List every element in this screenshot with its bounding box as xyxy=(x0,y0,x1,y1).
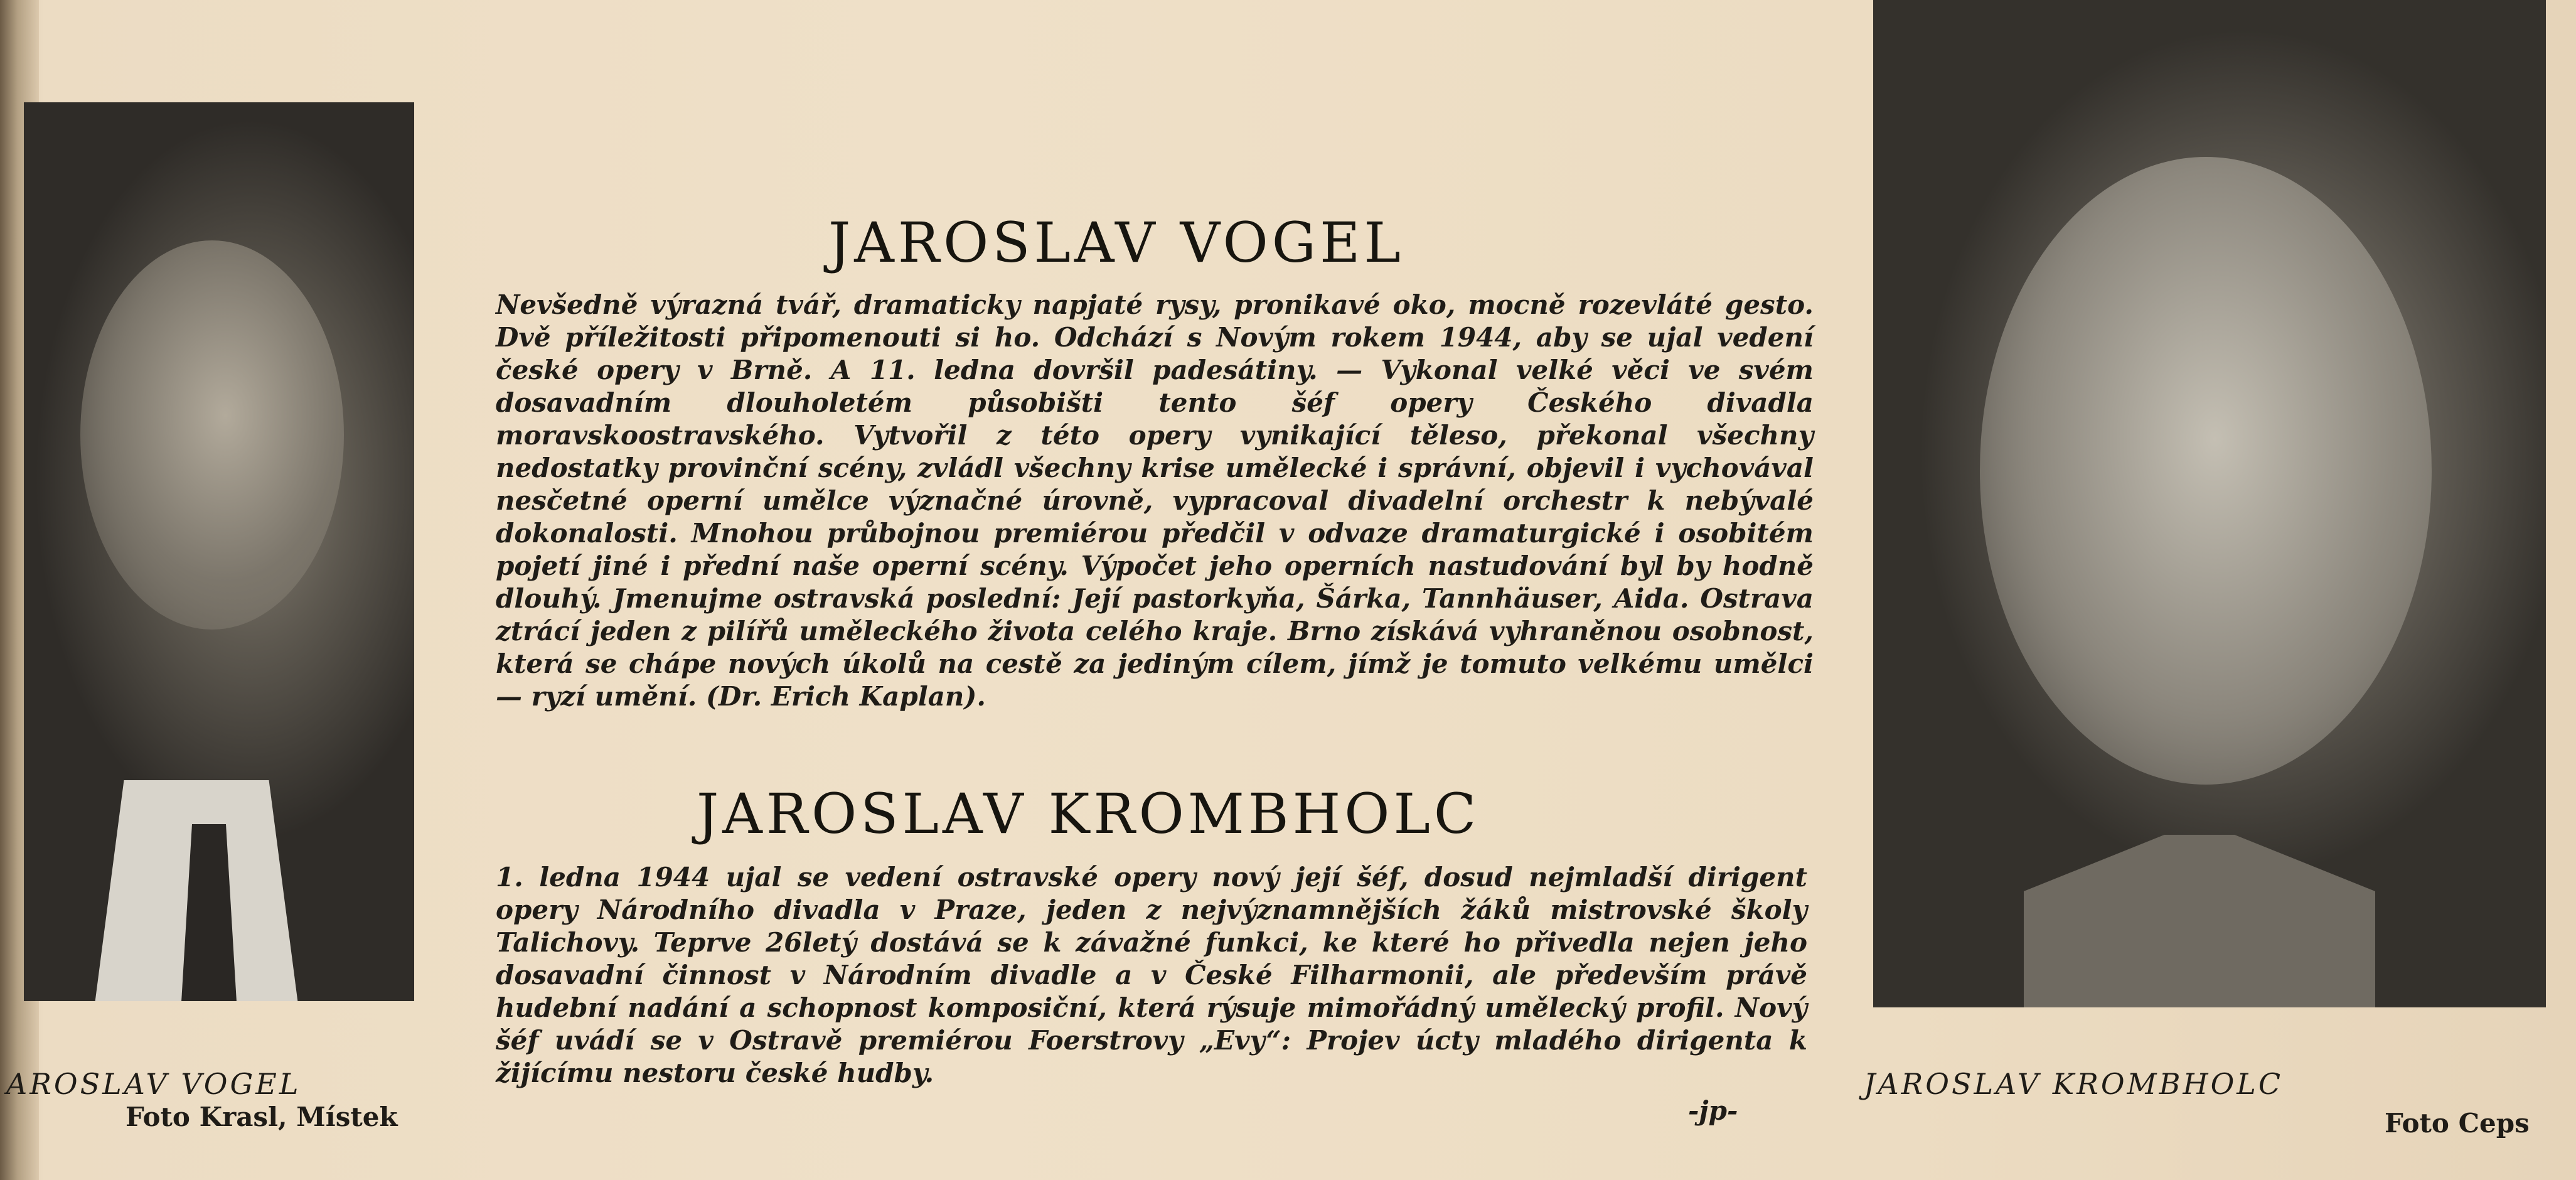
portrait-photo-vogel xyxy=(24,102,414,1001)
portrait-photo-krombholc xyxy=(1873,0,2546,1007)
portrait-collar xyxy=(2024,835,2375,1007)
photo-credit-vogel: Foto Krasl, Místek xyxy=(126,1102,398,1132)
article-title-vogel: JAROSLAV VOGEL xyxy=(828,210,1404,275)
portrait-face xyxy=(80,240,344,630)
photo-credit-krombholc: Foto Ceps xyxy=(2385,1108,2530,1139)
article-signature: -jp- xyxy=(1688,1095,1738,1126)
photo-caption-vogel: AROSLAV VOGEL xyxy=(6,1067,301,1101)
article-body-vogel: Nevšedně výrazná tvář, dramaticky napjaté rysy, pronikavé oko, mocně rozevláté gesto. Dvě příležitosti připomenouti si ho. Odchází s Novým rokem 1944, aby se ujal vedení české opery v Brně. A 11. ledna dovršil padesátiny. — Vykonal velké věci ve svém dosavadním dlouholetém působišti tento šéf opery Českého divadla moravskoostravského. Vytvořil z této opery vynikající těleso, překonal všechny nedostatky provinční scény, zvládl všechny krise umělecké i správní, objevil i vychovával nesčetné operní umělce význačné úrovně, vypracoval divadelní orchestr k nebývalé dokonalosti. Mnohou průbojnou premiérou předčil v odvaze dramaturgické i osobitém pojetí jiné i přední naše operní scény. Výpočet jeho operních nastudování byl by hodně dlouhý. Jmenujme ostravská poslední: Její pastorkyňa, Šárka, Tannhäuser, Aida. Ostrava ztrácí jeden z pilířů uměleckého života celého kraje. Brno získává vyhraněnou osobnost, která se chápe nových úkolů na cestě za jediným cílem, jímž je tomuto velkému umělci — ryzí umění. (Dr. Erich Kaplan). xyxy=(496,289,1814,712)
article-title-krombholc: JAROSLAV KROMBHOLC xyxy=(697,781,1480,846)
photo-caption-krombholc: JAROSLAV KROMBHOLC xyxy=(1864,1067,2284,1101)
article-body-krombholc: 1. ledna 1944 ujal se vedení ostravské opery nový její šéf, dosud nejmladší dirigent opery Národního divadla v Praze, jeden z nejvýznamnějších žáků mistrovské školy Talichovy. Teprve 26letý dostává se k závažné funkci, ke které ho přivedla nejen jeho dosavadní činnost v Národním divadle a v České Filharmonii, ale především právě hudební nadání a schopnost komposiční, která rýsuje mimořádný umělecký profil. Nový šéf uvádí se v Ostravě premiérou Foerstrovy „Evy“: Projev úcty mladého dirigenta k žijícímu nestoru české hudby. xyxy=(496,862,1807,1088)
portrait-face xyxy=(1980,157,2432,785)
